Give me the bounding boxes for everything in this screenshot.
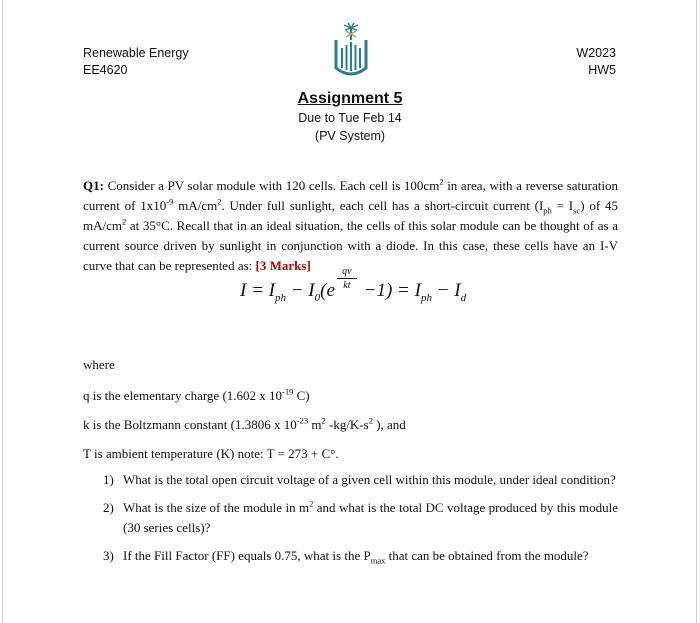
exponent-denominator: kt [343, 280, 351, 291]
course-code: EE4620 [83, 63, 128, 77]
definition-k: k is the Boltzmann constant (1.3806 x $10^{-23}$ $m^2$ $-kg/K-s^2$ ), and [83, 415, 406, 432]
assignment-title: Assignment 5 [297, 90, 403, 107]
course-name: Renewable Energy [83, 46, 189, 60]
subquestion-1: 1) What is the total open circuit voltage of a given cell within this module, under ideal condition? [103, 472, 616, 487]
exponent-fraction [335, 266, 359, 296]
homework-number: HW5 [588, 63, 616, 77]
subquestion-2: 2) What is the size of the module in $m^2$ and what is the total DC voltage produced by this module (30 series cells)? [103, 498, 619, 535]
iv-equation: $I = I_{ph} - I_0(e$ qv kt $-1) = I_{ph} - I_d$ [240, 266, 467, 304]
subquestion-list [103, 470, 618, 574]
marks-label: [3 Marks] [255, 258, 311, 273]
due-date: Due to Tue Feb 14 [298, 111, 402, 125]
question-label: Q1: [83, 178, 104, 193]
where-label: where [83, 357, 115, 372]
subquestion-3: 3) If the Fill Factor (FF) equals 0.75, what is the $P_{max}$ that can be obtained from the module? [103, 548, 589, 566]
exponent-numerator: qv [342, 266, 352, 277]
title-block [0, 89, 700, 145]
term: W2023 [576, 46, 616, 60]
definition-q: q is the elementary charge (1.602 x $10^{-19}$ C) [83, 386, 310, 403]
assignment-topic: (PV System) [314, 129, 386, 143]
header-left [83, 45, 189, 79]
university-logo [334, 22, 368, 82]
header-right [576, 45, 616, 79]
definition-t: T is ambient temperature (K) note: T = 273 + C°. [83, 446, 339, 461]
question-paragraph: Q1: Consider a PV solar module with 120 cells. Each cell is $100cm^2$ in area, with a reverse saturation current of $1x10^{-9}$ $mA/cm^2$. Under full sunlight, each cell has a short-circuit current $(I_{ph} = I_{sc})$ of 45 $mA/cm^2$ at 35°C. Recall that in an ideal situation, the cells of this solar module can be thought of as a current source driven by sunlight in conjunction with a diode. In this case, these cells have an I-V curve that can be represented as: [3 Marks] [83, 176, 619, 273]
logo-palm-icon [344, 23, 358, 40]
definitions [83, 386, 406, 473]
